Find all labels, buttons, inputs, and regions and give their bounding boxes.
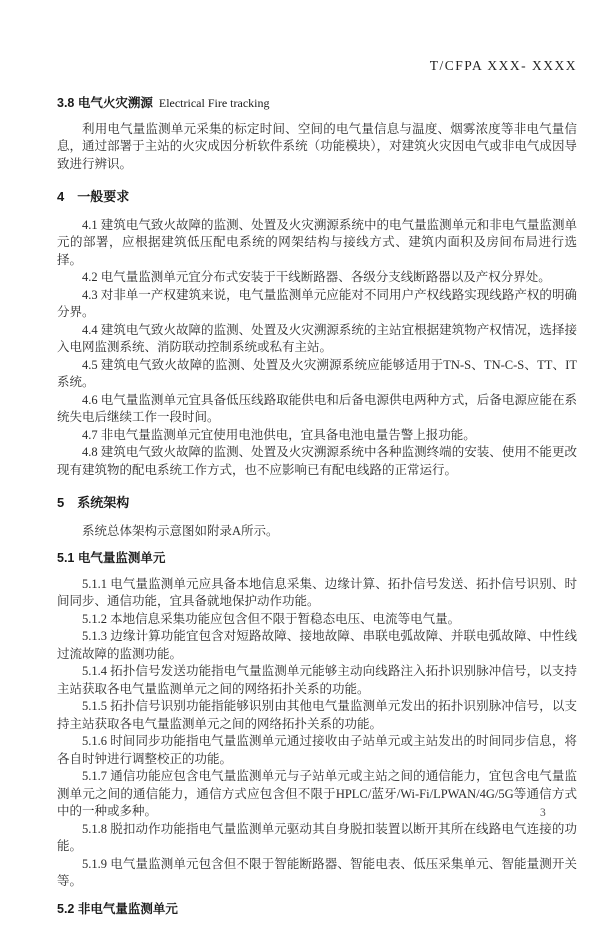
clause-4-1: 4.1 建筑电气致火故障的监测、处置及火灾溯源系统中的电气量监测单元和非电气量监测单元的部署，应根据建筑低压配电系统的网架结构与接线方式、建筑内面积及房间布局进行选择。 xyxy=(57,217,577,267)
heading-section-5: 5 系统架构 xyxy=(57,495,130,510)
clause-4-6: 4.6 电气量监测单元宜具备低压线路取能供电和后备电源供电两种方式，后备电源应能在系统失电后继续工作一段时间。 xyxy=(57,392,577,424)
clause-5-1-9: 5.1.9 电气量监测单元包含但不限于智能断路器、智能电表、低压采集单元、智能量测开关等。 xyxy=(57,856,577,888)
heading-3-8 xyxy=(57,95,577,113)
heading-section-4: 4 一般要求 xyxy=(57,189,130,204)
page-number: 3 xyxy=(540,807,546,819)
clause-4-7: 4.7 非电气量监测单元宜使用电池供电，宜具备电池电量告警上报功能。 xyxy=(82,427,476,442)
clause-5-1-2: 5.1.2 本地信息采集功能应包含但不限于暂稳态电压、电流等电气量。 xyxy=(82,611,461,626)
heading-3-8-en: Electrical Fire tracking xyxy=(158,96,270,110)
heading-5-2: 5.2 非电气量监测单元 xyxy=(57,901,178,916)
clause-4-5: 4.5 建筑电气致火故障的监测、处置及火灾溯源系统应能够适用于TN-S、TN-C-S、TT、IT系统。 xyxy=(57,357,577,389)
clause-4-3: 4.3 对非单一产权建筑来说，电气量监测单元应能对不同用户产权线路实现线路产权的明确分界。 xyxy=(57,287,577,319)
clause-5-1-7: 5.1.7 通信功能应包含电气量监测单元与子站单元或主站之间的通信能力，宜包含电气量监测单元之间的通信能力，通信方式应包含但不限于HPLC/蓝牙/Wi-Fi/LPWAN/4G/5G等通信方式中的一种或多种。 xyxy=(57,769,577,818)
para-5-intro: 系统总体架构示意图如附录A所示。 xyxy=(82,523,279,538)
document-body xyxy=(57,86,577,926)
clause-5-1-8: 5.1.8 脱扣动作功能指电气量监测单元驱动其自身脱扣装置以断开其所在线路电气连接的功能。 xyxy=(57,821,577,853)
heading-3-8-zh: 3.8 电气火灾溯源 xyxy=(57,96,153,110)
clause-5-1-6: 5.1.6 时间同步功能指电气量监测单元通过接收由子站单元或主站发出的时间同步信息，将各自时钟进行调整校正的功能。 xyxy=(57,734,577,766)
clause-5-1-4: 5.1.4 拓扑信号发送功能指电气量监测单元能够主动向线路注入拓扑识别脉冲信号，以支持主站获取各电气量监测单元之间的网络拓扑关系的功能。 xyxy=(57,664,577,696)
clause-4-8: 4.8 建筑电气致火故障的监测、处置及火灾溯源系统中各种监测终端的安装、使用不能更改现有建筑物的配电系统工作方式，也不应影响已有配电线路的正常运行。 xyxy=(57,445,577,477)
clause-5-1-5: 5.1.5 拓扑信号识别功能指能够识别由其他电气量监测单元发出的拓扑识别脉冲信号，以支持主站获取各电气量监测单元之间的网络拓扑关系的功能。 xyxy=(57,699,577,731)
heading-5-1: 5.1 电气量监测单元 xyxy=(57,551,166,565)
standard-number-header: T/CFPA XXX- XXXX xyxy=(429,58,577,73)
clause-5-1-3: 5.1.3 边缘计算功能宜包含对短路故障、接地故障、串联电弧故障、并联电弧故障、中性线过流故障的监测功能。 xyxy=(57,629,577,661)
para-3-8-definition: 利用电气量监测单元采集的标定时间、空间的电气量信息与温度、烟雾浓度等非电气量信息，通过部署于主站的火灾成因分析软件系统（功能模块），对建筑火灾因电气或非电气成因导致进行辨识。 xyxy=(57,121,577,171)
clause-4-2: 4.2 电气量监测单元宜分布式安装于干线断路器、各级分支线断路器以及产权分界处。 xyxy=(82,270,551,284)
clause-5-1-1: 5.1.1 电气量监测单元应具备本地信息采集、边缘计算、拓扑信号发送、拓扑信号识别、时间同步、通信功能，宜具备就地保护动作功能。 xyxy=(57,576,577,608)
clause-4-4: 4.4 建筑电气致火故障的监测、处置及火灾溯源系统的主站宜根据建筑物产权情况，选择接入电网监测系统、消防联动控制系统或私有主站。 xyxy=(57,322,577,354)
